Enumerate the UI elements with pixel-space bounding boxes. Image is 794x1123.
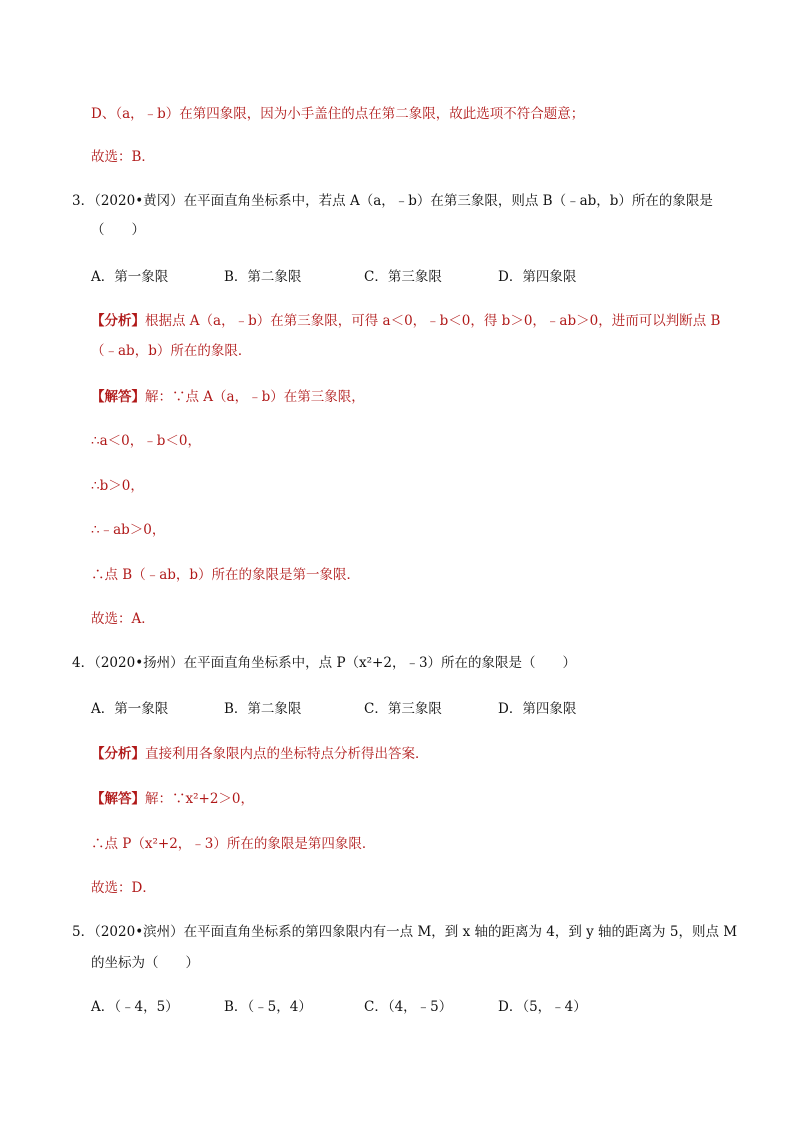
q4-option-a: A．第一象限 — [91, 701, 169, 717]
q5-option-d: D．（5，﹣4） — [498, 999, 587, 1015]
answer-choice: 故选：B． — [91, 149, 155, 165]
q3-step-2: ∴b＞0， — [91, 478, 144, 494]
answer-tag: 【解答】 — [91, 791, 145, 807]
q4-analysis — [91, 745, 429, 763]
analysis-tag: 【分析】 — [91, 746, 145, 762]
q3-step-3: ∴﹣ab＞0， — [91, 522, 166, 538]
question-3-stem: 3．（2020•黄冈）在平面直角坐标系中，若点 A（a，﹣b）在第三象限，则点 B（﹣ab，b）所在的象限是 — [72, 193, 713, 209]
q5-option-a: A．（﹣4，5） — [91, 999, 179, 1015]
q4-answer-choice: 故选：D． — [91, 880, 156, 896]
q4-option-c: C．第三象限 — [364, 701, 442, 717]
q4-answer — [91, 790, 254, 808]
q5-option-c: C．（4，﹣5） — [364, 999, 453, 1015]
question-3-paren: （ ） — [91, 222, 145, 238]
q3-answer-choice: 故选：A． — [91, 611, 155, 627]
option-d-explanation: D、（a，﹣b）在第四象限，因为小手盖住的点在第二象限，故此选项不符合题意； — [91, 106, 585, 122]
question-4-stem: 4．（2020•扬州）在平面直角坐标系中，点 P（x²+2，﹣3）所在的象限是（ ） — [72, 655, 577, 671]
analysis-tag: 【分析】 — [91, 313, 145, 329]
answer-text: 解：∵x²+2＞0， — [145, 791, 255, 807]
q4-step-1: ∴点 P（x²+2，﹣3）所在的象限是第四象限． — [91, 836, 376, 852]
q3-option-d: D．第四象限 — [498, 269, 577, 285]
answer-tag: 【解答】 — [91, 389, 145, 405]
q3-step-4: ∴点 B（﹣ab，b）所在的象限是第一象限． — [91, 567, 361, 583]
analysis-text: 直接利用各象限内点的坐标特点分析得出答案． — [145, 746, 429, 762]
q3-option-a: A．第一象限 — [91, 269, 169, 285]
q5-option-b: B．（﹣5，4） — [224, 999, 312, 1015]
q3-answer — [91, 388, 365, 406]
q4-option-b: B．第二象限 — [224, 701, 302, 717]
q3-option-c: C．第三象限 — [364, 269, 442, 285]
q3-option-b: B．第二象限 — [224, 269, 302, 285]
q3-analysis-cont: （﹣ab，b）所在的象限． — [91, 343, 252, 359]
question-5-stem-cont: 的坐标为（ ） — [91, 955, 199, 971]
q4-option-d: D．第四象限 — [498, 701, 577, 717]
q3-analysis — [91, 312, 720, 330]
q3-step-1: ∴a＜0，﹣b＜0， — [91, 433, 201, 449]
analysis-text: 根据点 A（a，﹣b）在第三象限，可得 a＜0，﹣b＜0，得 b＞0，﹣ab＞0，进而可以判断点 B — [145, 313, 721, 329]
answer-text: 解：∵点 A（a，﹣b）在第三象限， — [145, 389, 365, 405]
question-5-stem: 5．（2020•滨州）在平面直角坐标系的第四象限内有一点 M，到 x 轴的距离为 4，到 y 轴的距离为 5，则点 M — [72, 924, 738, 940]
